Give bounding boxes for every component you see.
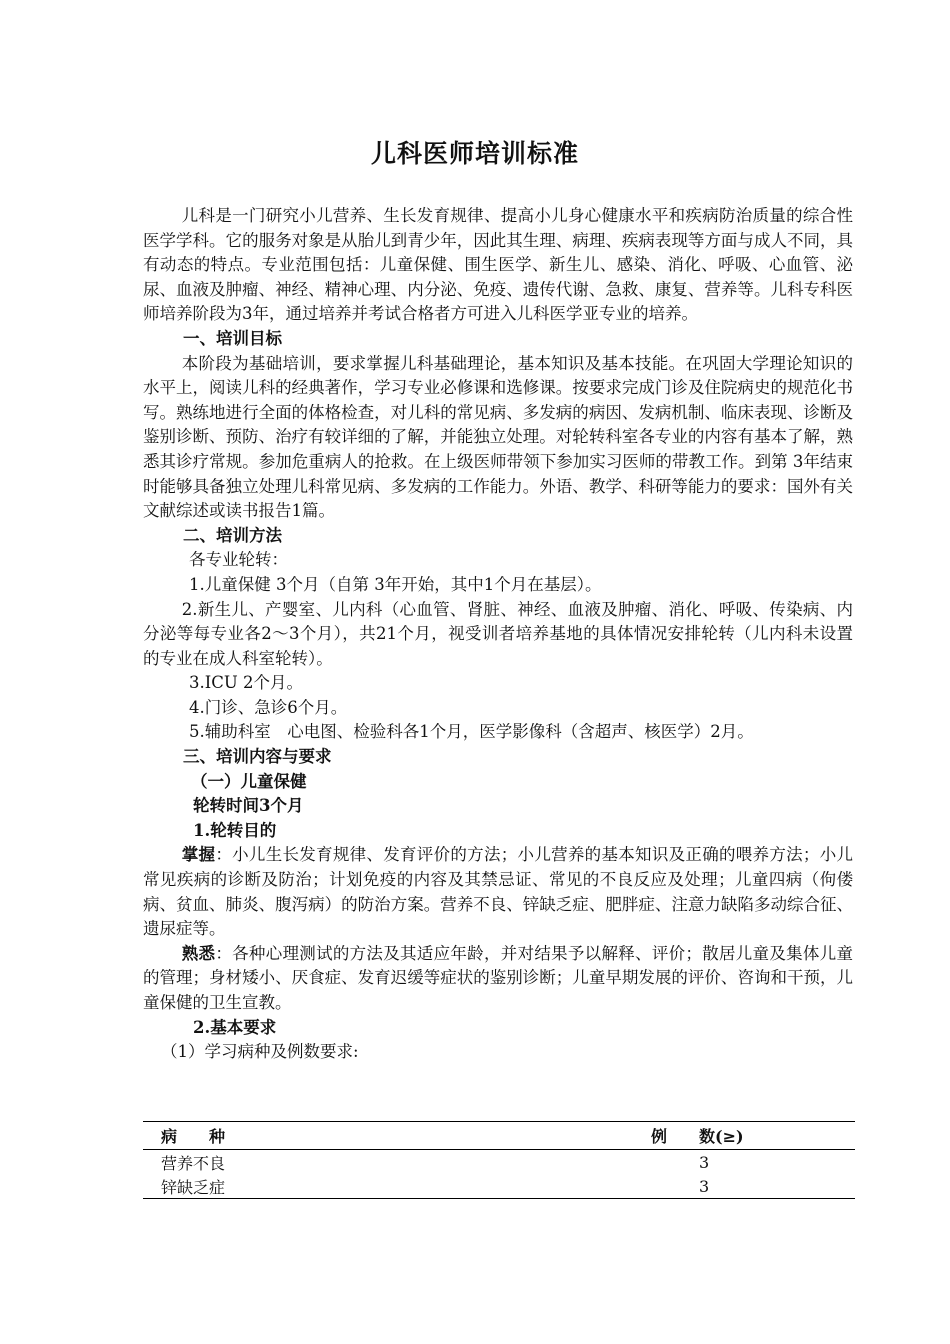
familiar-paragraph [143,942,853,1016]
rotation-item: 4.门诊、急诊6个月。 [189,697,348,717]
master-paragraph [143,843,853,941]
table-cell-cases: 3 [651,1174,855,1199]
rotation-item: 5.辅助科室 心电图、检验科各1个月，医学影像科（含超声、核医学）2月。 [189,722,754,742]
section-heading-goals: 一、培训目标 [183,328,282,348]
master-label: 掌握 [181,845,216,865]
master-text: ：小儿生长发育规律、发育评价的方法；小儿营养的基本知识及正确的喂养方法；小儿常见疾病的诊断及防治；计划免疫的内容及其禁忌证、常见的不良反应及处理；儿童四病（佝偻病、贫血、肺炎、腹泻病）的防治方案。营养不良、锌缺乏症、肥胖症、注意力缺陷多动综合征、遗尿症等。 [143,845,854,939]
table-cell-disease: 营养不良 [161,1153,226,1173]
document-title: 儿科医师培训标准 [370,139,579,168]
subsection-heading-child-health: （一）儿童保健 [191,771,307,791]
rotation-duration: 轮转时间3个月 [193,796,304,816]
section-heading-methods: 二、培训方法 [183,525,282,545]
table-caption: （1）学习病种及例数要求: [161,1042,359,1062]
section-heading-content: 三、培训内容与要求 [183,747,332,767]
document-body [143,204,853,1065]
table-cell-disease: 锌缺乏症 [143,1174,651,1199]
familiar-text: ：各种心理测试的方法及其适应年龄，并对结果予以解释、评价；散居儿童及集体儿童的管理；身材矮小、厌食症、发育迟缓等症状的鉴别诊断；儿童早期发展的评价、咨询和干预，儿童保健的卫生宣教。 [143,943,854,1012]
table-row [143,1150,855,1175]
table-row [143,1174,855,1199]
basic-requirements-heading: 2.基本要求 [193,1017,277,1037]
familiar-label: 熟悉 [181,943,216,963]
rotation-item: 1.儿童保健 3个月（自第 3年开始，其中1个月在基层）。 [189,574,602,594]
table-cell-cases: 3 [699,1152,710,1172]
rotation-item: 2.新生儿、产婴室、儿内科（心血管、肾脏、神经、血液及肿瘤、消化、呼吸、传染病、内分泌等每专业各2～3个月），共21个月，视受训者培养基地的具体情况安排轮转（儿内科未设置的专业在成人科室轮转）。 [143,599,853,668]
rotation-intro: 各专业轮转： [189,550,288,570]
disease-cases-table [143,1121,855,1199]
table-header-row [143,1122,855,1150]
rotation-item: 3.ICU 2个月。 [189,673,304,693]
column-header-disease: 病 种 [143,1122,651,1150]
column-header-cases: 例 数(≥) [651,1122,855,1150]
purpose-heading: 1.轮转目的 [193,820,277,840]
goals-paragraph: 本阶段为基础培训，要求掌握儿科基础理论，基本知识及基本技能。在巩固大学理论知识的水平上，阅读儿科的经典著作，学习专业必修课和选修课。按要求完成门诊及住院病史的规范化书写。熟练地进行全面的体格检查，对儿科的常见病、多发病的病因、发病机制、临床表现、诊断及鉴别诊断、预防、治疗有较详细的了解，并能独立处理。对轮转科室各专业的内容有基本了解，熟悉其诊疗常规。参加危重病人的抢救。在上级医师带领下参加实习医师的带教工作。到第 3年结束时能够具备独立处理儿科常见病、多发病的工作能力。外语、教学、科研等能力的要求：国外有关文献综述或读书报告1篇。 [143,353,853,521]
intro-paragraph: 儿科是一门研究小儿营养、生长发育规律、提高小儿身心健康水平和疾病防治质量的综合性医学学科。它的服务对象是从胎儿到青少年，因此其生理、病理、疾病表现等方面与成人不同，具有动态的特点。专业范围包括：儿童保健、围生医学、新生儿、感染、消化、呼吸、心血管、泌尿、血液及肿瘤、神经、精神心理、内分泌、免疫、遗传代谢、急救、康复、营养等。儿科专科医师培养阶段为3年，通过培养并考试合格者方可进入儿科医学亚专业的培养。 [143,206,853,324]
